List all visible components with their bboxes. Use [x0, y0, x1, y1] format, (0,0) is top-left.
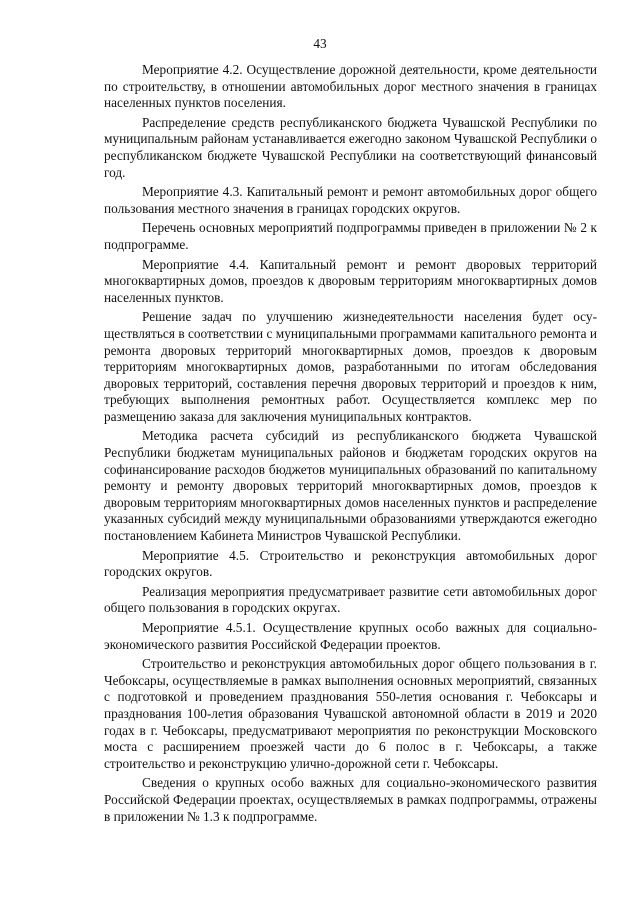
paragraph-cheboksary-roads: Строительство и реконструкция автомобильных дорог общего пользования в г. Чебоксары, осуществляемые в рамках выполнения основных мероприятий, связанных с подготовкой и проведением празднования 550-летия основания г. Чебоксары и празднования 100-летия образования Чувашской автономной области в 2019 и 2020 годах в г. Чебоксары, предусматривают мероприятия по реконструкции Московского моста с расширением проезжей части до 6 полос в г. Чебоксары, а также строительство и реконструкцию улично-дорожной сети г. Чебоксары. — [104, 656, 597, 771]
paragraph-subsidy-methodology: Методика расчета субсидий из республиканского бюджета Чувашской Республики бюджетам муниципальных районов и бюджетам городских округов на софинансирование расходов бюджетов муниципальных образований по капитальному ремонту и ремонту дворовых территорий многоквартирных домов, проездов к дворовым территориям многоквартирных домов населенных пунктов и распределение указанных субсидий между муниципальными образованиями утверждаются ежегодно постановлением Кабинета Министров Чувашской Республики. — [104, 428, 597, 544]
paragraph-measure-4-5-1: Мероприятие 4.5.1. Осуществление крупных особо важных для социально-экономического развития Российской Федерации проектов. — [104, 620, 597, 652]
paragraph-municipal-programs: Решение задач по улучшению жизнедеятельности населения будет осуществляться в соответствии с муниципальными программами капитального ремонта и ремонта дворовых территорий многоквартирных домов, проездов к дворовым территориям многоквартирных домов, разработанными по итогам обследования дворовых территорий, составления перечня дворовых территорий и проездов к ним, требующих выполнения ремонтных работ. Осуществляется комплекс мер по размещению заказа для заключения муниципальных контрактов. — [104, 309, 597, 424]
paragraph-measure-4-3: Мероприятие 4.3. Капитальный ремонт и ремонт автомобильных дорог общего пользования местного значения в границах городских округов. — [104, 184, 597, 216]
paragraph-measures-list-reference: Перечень основных мероприятий подпрограммы приведен в приложении № 2 к подпрограмме. — [104, 220, 597, 252]
paragraph-measure-4-5: Мероприятие 4.5. Строительство и реконструкция автомобильных дорог городских округов. — [104, 547, 597, 580]
paragraph-measure-4-2: Мероприятие 4.2. Осуществление дорожной деятельности, кроме деятельности по строительству, в отношении автомобильных дорог местного значения в границах населенных пунктов поселения. — [104, 62, 597, 111]
paragraph-measure-implementation: Реализация мероприятия предусматривает развитие сети автомобильных дорог общего пользования в городских округах. — [104, 583, 597, 616]
paragraph-budget-distribution: Распределение средств республиканского бюджета Чувашской Республики по муниципальным районам устанавливается ежегодно законом Чувашской Республики о республиканском бюджете Чувашской Республики на соответствующий финансовый год. — [104, 114, 597, 180]
page-number: 43 — [313, 36, 327, 51]
paragraph-measure-4-4: Мероприятие 4.4. Капитальный ремонт и ремонт дворовых территорий многоквартирных домов, проездов к дворовым территориям многоквартирных домов населенных пунктов. — [104, 256, 597, 305]
document-body — [104, 62, 597, 828]
paragraph-major-projects-info: Сведения о крупных особо важных для социально-экономического развития Российской Федерации проектах, осуществляемых в рамках подпрограммы, отражены в приложении № 1.3 к подпрограмме. — [104, 775, 597, 824]
